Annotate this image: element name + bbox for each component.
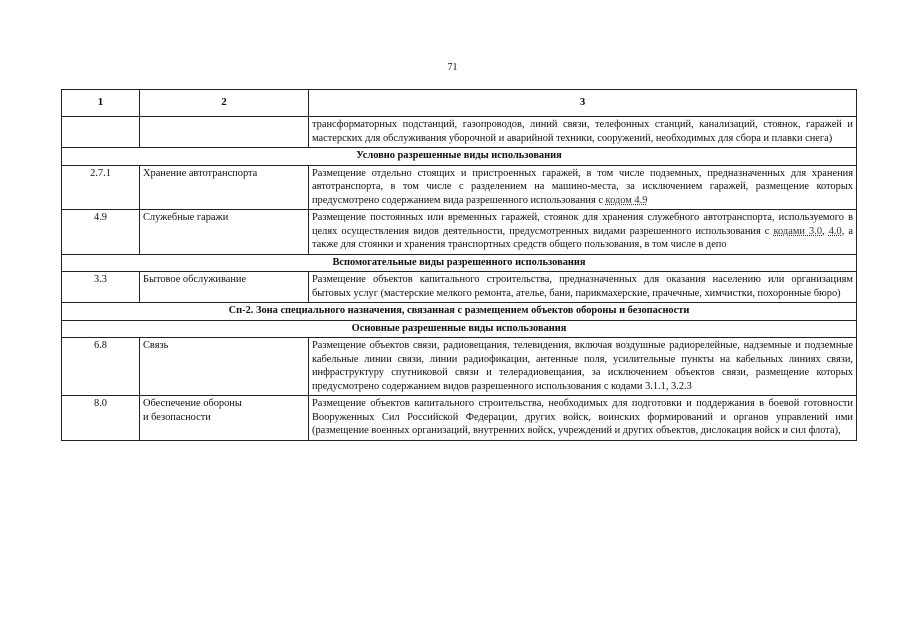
row-code: [62, 117, 140, 148]
section-heading-auxiliary: Вспомогательные виды разрешенного использования: [62, 254, 857, 272]
row-description-text: Размещение постоянных или временных гаражей, стоянок для хранения служебного автотранспорта, используемого в целях осуществления видов деятельности, предусмотренных видами разрешенного использования с: [312, 212, 853, 237]
table-row: [62, 272, 857, 303]
row-name: [140, 117, 309, 148]
row-name: Хранение автотранспорта: [140, 165, 309, 210]
row-name: Связь: [140, 338, 309, 396]
page-number: 71: [447, 62, 458, 73]
row-code: 2.7.1: [62, 165, 140, 210]
code-link-4-0[interactable]: 4.0: [828, 225, 842, 237]
row-description-sep: ,: [822, 225, 829, 237]
table-row: [62, 117, 857, 148]
row-code: 4.9: [62, 210, 140, 255]
row-description: [309, 165, 857, 210]
table-row: [62, 165, 857, 210]
row-description: Размещение объектов связи, радиовещания, телевидения, включая воздушные радиорелейные, надземные и подземные кабельные линии связи, линии радиофикации, антенные поля, усилительные пункты на кабельных линиях связи, инфраструктуру спутниковой связи и телерадиовещания, за исключением объектов связи, размещение которых предусмотрено содержанием видов разрешенного использования с кодами 3.1.1, 3.2.3: [309, 338, 857, 396]
row-description-text: Размещение отдельно стоящих и пристроенных гаражей, в том числе подземных, предназначенных для хранения автотранспорта, в том числе с разделением на машино-места, за исключением гаражей, размещение которых предусмотрено содержанием вида разрешенного использования с: [312, 167, 853, 206]
zone-heading: Сп-2. Зона специального назначения, связанная с размещением объектов обороны и безопасности: [62, 303, 857, 321]
header-col-3: 3: [309, 90, 857, 117]
table-row: [62, 210, 857, 255]
row-code: 3.3: [62, 272, 140, 303]
code-link-3-0[interactable]: кодами 3.0: [773, 225, 823, 237]
row-description-text: , а также для стоянки и хранения транспортных средств общего пользования, в том числе в депо: [312, 225, 853, 250]
land-use-table: [61, 89, 857, 441]
row-description: трансформаторных подстанций, газопроводов, линий связи, телефонных станций, канализаций, стоянок, гаражей и мастерских для обслуживания уборочной и аварийной техники, сооружений, необходимых для сбора и плавки снега): [309, 117, 857, 148]
row-description: Размещение объектов капитального строительства, необходимых для подготовки и поддержания в боевой готовности Вооруженных Сил Российской Федерации, других войск, воинских формирований и органов управлений ими (размещение военных организаций, внутренних войск, учреждений и других объектов, дислокация войск и сил флота),: [309, 396, 857, 441]
row-name: Обеспечение обороны и безопасности: [140, 396, 309, 441]
table-row: [62, 338, 857, 396]
row-description: Размещение объектов капитального строительства, предназначенных для оказания населению или организациям бытовых услуг (мастерские мелкого ремонта, ателье, бани, парикмахерские, прачечные, химчистки, похоронные бюро): [309, 272, 857, 303]
code-link-4-9[interactable]: кодом 4.9: [605, 194, 648, 206]
table-header-row: [62, 90, 857, 117]
row-code: 8.0: [62, 396, 140, 441]
section-heading-conditional: Условно разрешенные виды использования: [62, 148, 857, 166]
header-col-1: 1: [62, 90, 140, 117]
header-col-2: 2: [140, 90, 309, 117]
row-name: Бытовое обслуживание: [140, 272, 309, 303]
section-row: [62, 303, 857, 321]
row-description: [309, 210, 857, 255]
table-row: [62, 396, 857, 441]
row-code: 6.8: [62, 338, 140, 396]
section-heading-main: Основные разрешенные виды использования: [62, 320, 857, 338]
section-row: [62, 320, 857, 338]
section-row: [62, 254, 857, 272]
section-row: [62, 148, 857, 166]
row-name: Служебные гаражи: [140, 210, 309, 255]
